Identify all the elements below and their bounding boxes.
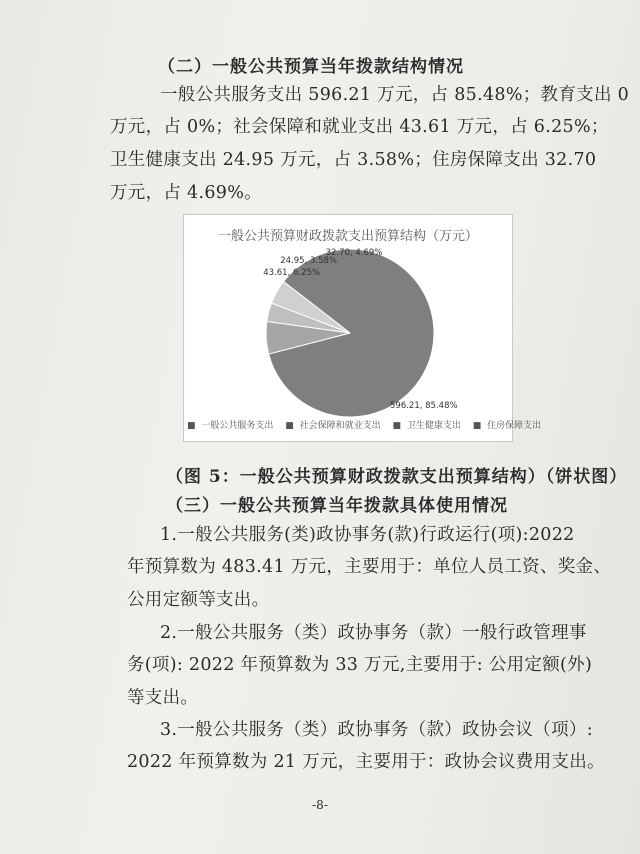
- chart-legend: [184, 418, 542, 431]
- paragraph-line: 2.一般公共服务（类）政协事务（款）一般行政管理事: [160, 623, 587, 643]
- paragraph-line: 1.一般公共服务(类)政协事务(款)行政运行(项):2022: [160, 525, 575, 545]
- paragraph-line: 卫生健康支出 24.95 万元，占 3.58%；住房保障支出 32.70: [110, 150, 597, 170]
- legend-item: ■ 卫生健康支出: [392, 421, 461, 431]
- paragraph-line: 年预算数为 483.41 万元，主要用于：单位人员工资、奖金、: [127, 557, 612, 577]
- pie-data-label: 24.95, 3.58%: [280, 256, 337, 266]
- paragraph-line: 公用定额等支出。: [127, 590, 270, 610]
- page-number: -8-: [312, 798, 328, 812]
- pie-data-label: 43.61, 6.25%: [263, 268, 320, 278]
- pie-chart: [183, 214, 542, 442]
- section-3-heading: （三）一般公共预算当年拨款具体使用情况: [166, 496, 508, 516]
- paragraph-line: 万元，占 4.69%。: [110, 183, 262, 203]
- pie-data-label: 32.70, 4.69%: [325, 248, 383, 258]
- paragraph-line: 等支出。: [127, 688, 199, 708]
- legend-item: ■ 住房保障支出: [472, 421, 542, 431]
- chart-title: 一般公共预算财政拨款支出预算结构（万元）: [217, 229, 478, 244]
- paragraph-line: 万元，占 0%；社会保障和就业支出 43.61 万元，占 6.25%；: [110, 117, 609, 137]
- paragraph-line: 一般公共服务支出 596.21 万元，占 85.48%；教育支出 0: [160, 85, 630, 105]
- legend-item: ■ 社会保障和就业支出: [285, 421, 381, 431]
- paragraph-line: 3.一般公共服务（类）政协事务（款）政协会议（项）:: [160, 720, 593, 740]
- pie-data-label: 596.21, 85.48%: [390, 401, 458, 411]
- figure-caption: （图 5：一般公共预算财政拨款支出预算结构）（饼状图）: [166, 467, 628, 487]
- paragraph-line: 务(项): 2022 年预算数为 33 万元,主要用于: 公用定额(外): [127, 655, 593, 675]
- pie-chart-canvas: [184, 215, 512, 441]
- legend-item: ■ 一般公共服务支出: [187, 421, 274, 431]
- paragraph-line: 2022 年预算数为 21 万元，主要用于：政协会议费用支出。: [127, 752, 605, 772]
- section-2-heading: （二）一般公共预算当年拨款结构情况: [158, 57, 464, 77]
